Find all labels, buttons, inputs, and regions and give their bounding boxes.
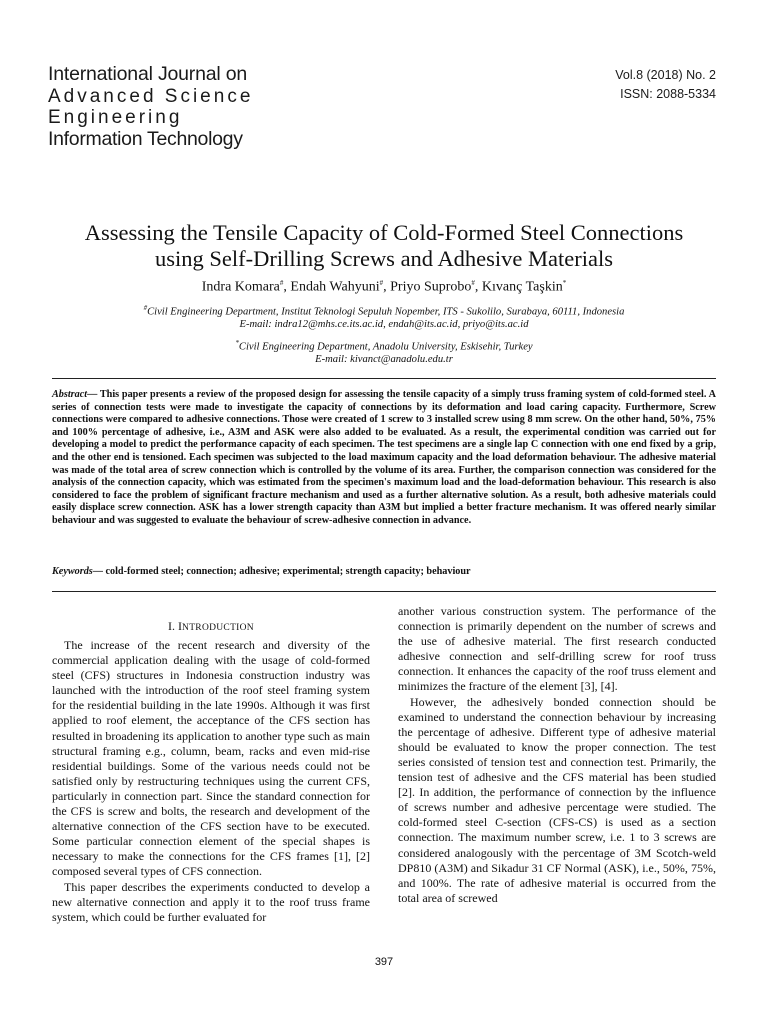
- affiliation-text: Civil Engineering Department, Anadolu University, Eskisehir, Turkey: [238, 341, 533, 353]
- affiliation-mark: #: [143, 304, 148, 312]
- abstract-bottom-rule: [52, 591, 716, 592]
- journal-name-line-1: International Journal on: [48, 63, 248, 85]
- author-mark: *: [562, 279, 567, 287]
- affiliation-email: E-mail: kivanct@anadolu.edu.tr: [315, 354, 453, 366]
- paper-title: [40, 220, 728, 272]
- author-mark: #: [279, 279, 284, 287]
- keywords: [52, 566, 716, 579]
- affiliation-2: [40, 337, 728, 367]
- section-title-rest: NTRODUCTION: [182, 623, 254, 633]
- journal-masthead: [48, 63, 368, 150]
- author-mark: #: [471, 279, 475, 287]
- issn: ISSN: 2088-5334: [620, 87, 716, 101]
- affiliation-1: [40, 302, 728, 332]
- section-title-initial: I: [178, 619, 183, 633]
- author-name: Indra Komara: [201, 279, 280, 295]
- author-mark: #: [379, 279, 384, 287]
- volume-info: [615, 66, 716, 104]
- body-paragraph: This paper describes the experiments conducted to develop a new alternative connection and apply it to the roof truss frame system, which could be further evaluated for: [52, 879, 370, 924]
- section-number: I.: [168, 619, 176, 633]
- abstract-text: — This paper presents a review of the proposed design for assessing the tensile capacity of a simply truss framing system of cold-formed steel. A series of connection tests were made to investigate the capacity of connections by its deformation and load caring capacity. Furthermore, Screw connections were compared to adhesive connections. Those were created of 1 screw to 3 installed screw using 8 mm screw. On the other hand, 50%, 75% and 100% percentage of adhesive, i.e., A3M and ASK were also added to be evaluated. As a result, the experimental condition was carried out for developing a model to predict the performance capacity of each specimen. The test specimens are a single lap C connection with one end fixed by a grip, and the other end is tensioned. Each specimen was subjected to the load maximum capacity and the load deformation behaviour. The adhesive material was made of the total area of screw connection which is controlled by the volume of its area. Further, the comparison connection was considered for the analysis of the connection capacity, which was estimated from the specimen's maximum load and the load-deformation behaviour. This research is also considered to face the problem of significant fracture mechanism and used as a further alternative solution. As a result, both adhesive materials could easily displace screw connection. ASK has a lower strength capacity than A3M but implied a better fracture mechanism. It was offered nearly similar behaviour and was suggested to evaluate the behaviour of screw-adhesive connection in advance.: [52, 389, 716, 526]
- page-number: 397: [374, 956, 394, 968]
- author-name: Priyo Suprobo: [390, 279, 472, 295]
- author-list: Indra Komara#, Endah Wahyuni#, Priyo Suprobo#, Kıvanç Taşkin*: [201, 279, 567, 295]
- author-name: Endah Wahyuni: [290, 279, 380, 295]
- affiliation-mark: *: [235, 339, 239, 347]
- body-paragraph: another various construction system. The performance of the connection is primarily dependent on the number of screws and the use of adhesive material. The first research conducted adhesive connection and self-drilling screw for roof truss connection. It enhances the capacity of the roof truss element and minimizes the fracture of the element [3], [4].: [398, 604, 716, 694]
- title-line-2: using Self-Drilling Screws and Adhesive Materials: [154, 246, 614, 271]
- keywords-label: Keywords: [52, 566, 93, 577]
- affiliation-text: Civil Engineering Department, Institut Teknologi Sepuluh Nopember, ITS - Sukolilo, Surabaya, 60111, Indonesia: [147, 306, 625, 318]
- author-name: Kıvanç Taşkin: [481, 279, 563, 295]
- journal-name-line-4: Information Technology: [48, 128, 243, 150]
- journal-name-line-2: Advanced Science: [48, 86, 254, 107]
- volume-issue: Vol.8 (2018) No. 2: [615, 68, 716, 82]
- right-column: [398, 604, 716, 906]
- body-paragraph: The increase of the recent research and diversity of the commercial application dealing with the usage of cold-formed steel (CFS) structures in Indonesia construction industry was launched with the introduction of the roof steel framing system for the residential building in the late 1990s. Although it was first applied to roof element, the acceptance of the CFS section has resulted in broadening its application to another type such as main structural framing e.g., column, beam, racks and even mid-rise residential buildings. Some of the various needs could not be satisfied only by restructuring techniques using the current CFS, particularly in connection part. Since the standard connection for the CFS is screw and bolts, the research and development of the alternative connection of the CFS section have to be executed. Some particular connection element of the special shapes is necessary to make the connections for the CFS frames [1], [2] composed several types of CFS connection.: [52, 638, 370, 879]
- body-paragraph: However, the adhesively bonded connection should be examined to understand the connection behaviour by increasing the percentage of adhesive. Different type of adhesive material should be evaluated to know the proper connection. The test series consisted of tension test and connection test. Primarily, the tension test of adhesive and the CFS material has been studied [2]. In addition, the performance of connection by the influence of screws number and adhesive percentage were studied. The cold-formed steel C-section (CFS-CS) is used as a section connection. The maximum number screw, i.e. 1 to 3 screws are considered analogously with the percentage of 3M Scotch-weld DP810 (A3M) and Sikadur 31 CF Normal (ASK), i.e., 50%, 75%, and 100%. The rate of adhesive material is occurred from the total area of screwed: [398, 694, 716, 905]
- left-column: [52, 619, 370, 925]
- section-heading: [52, 619, 370, 636]
- affiliation-email: E-mail: indra12@mhs.ce.its.ac.id, endah@its.ac.id, priyo@its.ac.id: [239, 319, 529, 331]
- title-line-1: Assessing the Tensile Capacity of Cold-Formed Steel Connections: [84, 220, 684, 245]
- keywords-text: — cold-formed steel; connection; adhesive; experimental; strength capacity; behaviour: [92, 566, 471, 577]
- abstract: [52, 389, 716, 528]
- abstract-top-rule: [52, 378, 716, 379]
- journal-name-line-3: Engineering: [48, 107, 183, 128]
- abstract-label: Abstract: [52, 389, 88, 400]
